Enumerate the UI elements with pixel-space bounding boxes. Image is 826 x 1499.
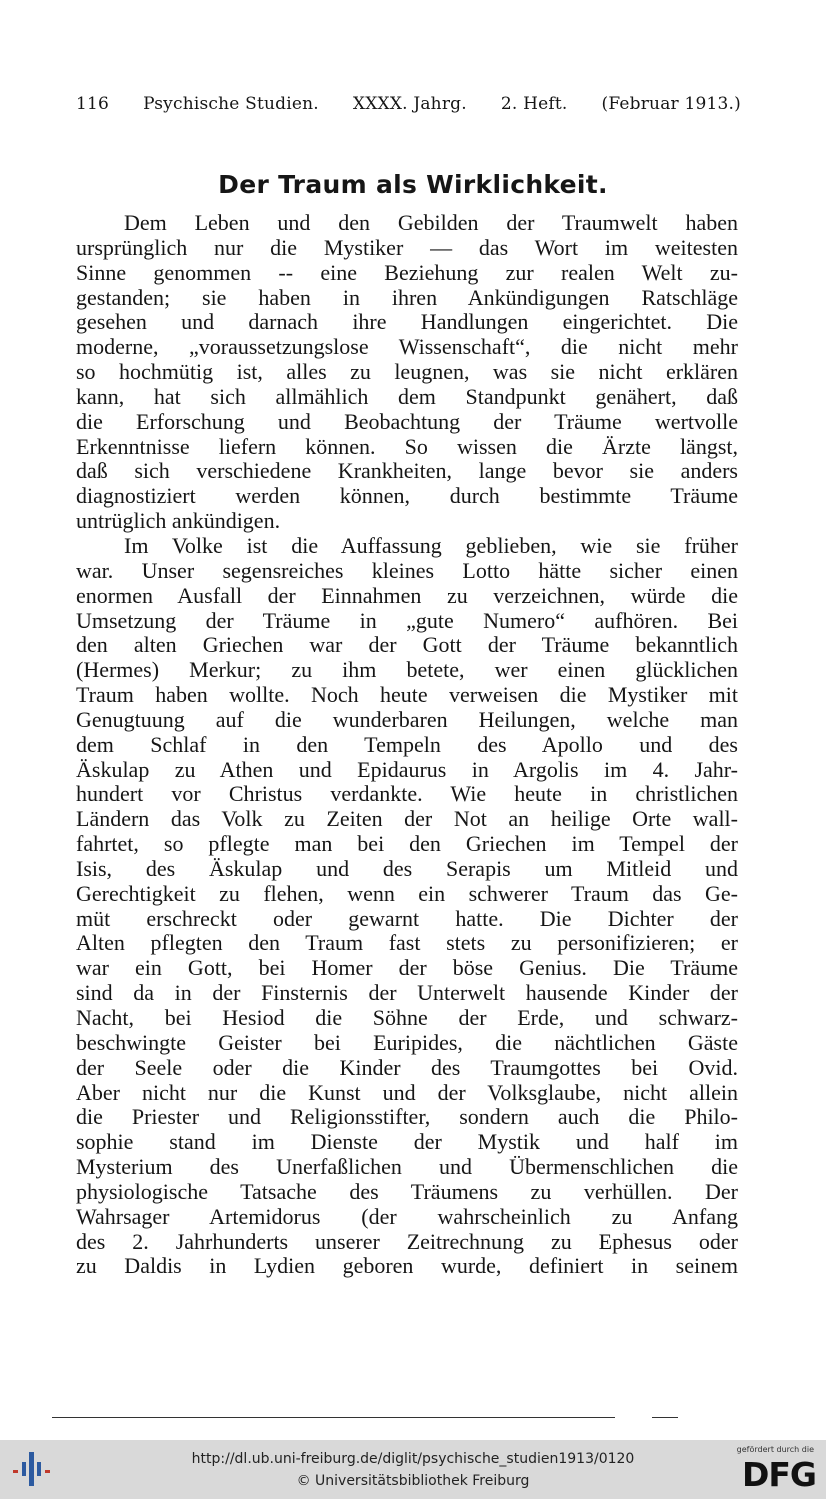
text-line: beschwingte Geister bei Euripides, die nächtlichen Gäste: [76, 1030, 738, 1055]
text-line: Erkenntnisse liefern können. So wissen die Ärzte längst,: [76, 434, 738, 459]
text-line: (Hermes) Merkur; zu ihm betete, wer einen glücklichen: [76, 658, 738, 683]
footnote-rule: [52, 1417, 615, 1418]
text-line: moderne, „voraussetzungslose Wissenschaft“, die nicht mehr: [76, 335, 738, 360]
text-line: kann, hat sich allmählich dem Standpunkt genähert, daß: [76, 384, 738, 409]
text-line: den alten Griechen war der Gott der Träume bekanntlich: [76, 633, 738, 658]
running-head: [76, 94, 741, 114]
text-line: sophie stand im Dienste der Mystik und half im: [76, 1130, 738, 1155]
journal-date: (Februar 1913.): [601, 94, 741, 114]
text-line: war. Unser segensreiches kleines Lotto hätte sicher einen: [76, 558, 738, 583]
text-line: Sinne genommen -- eine Beziehung zur realen Welt zu-: [76, 260, 738, 285]
text-line: Isis, des Äskulap und des Serapis um Mitleid und: [76, 856, 738, 881]
text-line: untrüglich ankündigen.: [76, 509, 281, 534]
text-line: Ländern das Volk zu Zeiten der Not an heilige Orte wall-: [76, 807, 738, 832]
text-line: gesehen und darnach ihre Handlungen eingerichtet. Die: [76, 310, 738, 335]
text-line: ursprünglich nur die Mystiker — das Wort im weitesten: [76, 235, 738, 260]
viewer-footer: [0, 1440, 826, 1499]
text-line: Dem Leben und den Gebilden der Traumwelt haben: [124, 211, 738, 235]
text-line: Wahrsager Artemidorus (der wahrscheinlich zu Anfang: [76, 1204, 738, 1229]
text-line: Äskulap zu Athen und Epidaurus in Argolis im 4. Jahr-: [76, 757, 738, 782]
text-line: zu Daldis in Lydien geboren wurde, definiert in seinem: [76, 1254, 738, 1279]
text-line: des 2. Jahrhunderts unserer Zeitrechnung zu Ephesus oder: [76, 1229, 738, 1254]
text-line: Mysterium des Unerfaßlichen und Übermenschlichen die: [76, 1155, 738, 1180]
article-title: Der Traum als Wirklichkeit.: [218, 170, 608, 199]
text-line: Umsetzung der Träume in „gute Numero“ aufhören. Bei: [76, 608, 738, 633]
text-line: Traum haben wollte. Noch heute verweisen die Mystiker mit: [76, 683, 738, 708]
text-line: Nacht, bei Hesiod die Söhne der Erde, und schwarz-: [76, 1006, 738, 1030]
text-line: müt erschreckt oder gewarnt hatte. Die Dichter der: [76, 906, 738, 931]
text-line: fahrtet, so pflegte man bei den Griechen im Tempel der: [76, 832, 738, 857]
journal-name: Psychische Studien.: [143, 94, 319, 114]
text-line: hundert vor Christus verdankte. Wie heute in christlichen: [76, 782, 738, 807]
text-line: enormen Ausfall der Einnahmen zu verzeichnen, würde die: [76, 583, 738, 608]
text-line: daß sich verschiedene Krankheiten, lange bevor sie anders: [76, 459, 738, 484]
sponsor-caption: gefördert durch die: [736, 1445, 814, 1454]
text-line: diagnostiziert werden können, durch bestimmte Träume: [76, 484, 738, 509]
text-line: die Priester und Religionsstifter, sondern auch die Philo-: [76, 1105, 738, 1130]
text-line: physiologische Tatsache des Träumens zu verhüllen. Der: [76, 1179, 738, 1204]
article-body: [76, 211, 738, 1279]
text-line: gestanden; sie haben in ihren Ankündigungen Ratschläge: [76, 285, 738, 310]
text-line: dem Schlaf in den Tempeln des Apollo und des: [76, 732, 738, 757]
page-number: 116: [76, 94, 110, 114]
text-line: war ein Gott, bei Homer der böse Genius. Die Träume: [76, 956, 738, 981]
text-line: Aber nicht nur die Kunst und der Volksglaube, nicht allein: [76, 1080, 738, 1105]
text-line: Im Volke ist die Auffassung geblieben, wie sie früher: [124, 533, 738, 558]
text-line: sind da in der Finsternis der Unterwelt hausende Kinder der: [76, 981, 738, 1006]
text-line: Genugtuung auf die wunderbaren Heilungen, welche man: [76, 707, 738, 732]
journal-volume: XXXX. Jahrg.: [352, 94, 467, 114]
journal-issue: 2. Heft.: [500, 94, 568, 114]
footnote-rule-short: [652, 1417, 678, 1418]
text-line: so hochmütig ist, alles zu leugnen, was sie nicht erklären: [76, 360, 738, 385]
text-line: die Erforschung und Beobachtung der Träume wertvolle: [76, 409, 738, 434]
text-line: Gerechtigkeit zu flehen, wenn ein schwerer Traum das Ge-: [76, 881, 738, 906]
text-line: der Seele oder die Kinder des Traumgottes bei Ovid.: [76, 1055, 738, 1080]
permalink-url[interactable]: http://dl.ub.uni-freiburg.de/diglit/psychische_studien1913/0120: [191, 1451, 635, 1467]
copyright-notice: © Universitätsbibliothek Freiburg: [296, 1473, 530, 1489]
dfg-logo: DFG: [741, 1455, 816, 1494]
text-line: Alten pflegten den Traum fast stets zu personifizieren; er: [76, 931, 738, 956]
